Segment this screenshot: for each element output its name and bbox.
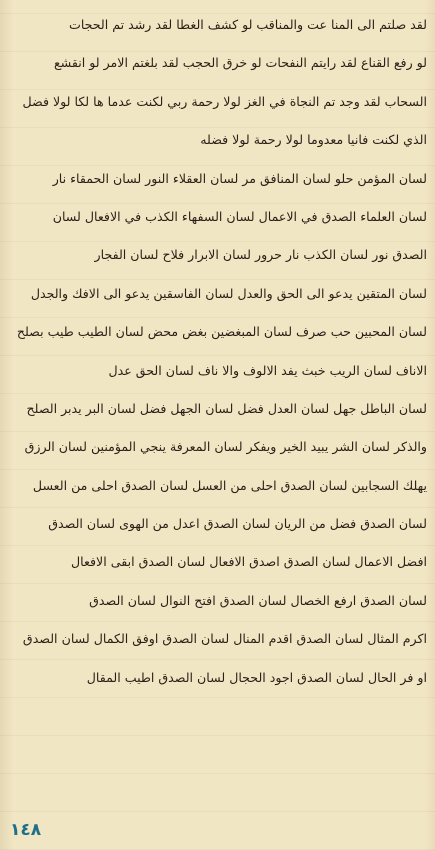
text-line: لسان الصدق فضل من الريان لسان الصدق اعدل من الهوى لسان الصدق xyxy=(48,516,427,532)
text-line: لسان المتقين يدعو الى الحق والعدل لسان الفاسقين يدعو الى الافك والجدل xyxy=(30,285,427,301)
text-line: افضل الاعمال لسان الصدق اصدق الافعال لسان الصدق ابقى الافعال xyxy=(70,554,427,570)
text-line: لسان المحبين حب صرف لسان المبغضين بغض محض لسان الطيب طيب بصلح xyxy=(16,324,427,340)
text-line: يهلك السجابين لسان الصدق احلى من العسل لسان الصدق احلى من العسل xyxy=(32,477,427,493)
manuscript-text-block xyxy=(10,0,427,830)
text-line: لسان الصدق ارفع الخصال لسان الصدق افتح النوال لسان الصدق xyxy=(89,592,427,608)
text-line: لقد صلتم الى المنا عت والمناقب لو كشف الغطا لقد رشد تم الحجات xyxy=(68,17,427,32)
text-line: لسان الباطل جهل لسان العدل فضل لسان الجهل فضل لسان البر يدبر الصلح xyxy=(26,400,427,416)
text-line: الاناف لسان الريب خبث يفد الالوف والا ناف لسان الحق عدل xyxy=(108,362,427,378)
text-line: اكرم المثال لسان الصدق اقدم المنال لسان الصدق اوفق الكمال لسان الصدق xyxy=(22,631,427,647)
text-line: الذي لكنت فانيا معدوما لولا رحمة لولا فضله xyxy=(200,132,427,148)
text-line: او فر الحال لسان الصدق اجود الحجال لسان الصدق اطيب المقال xyxy=(86,669,427,685)
text-line: لسان العلماء الصدق في الاعمال لسان السفهاء الكذب في الافعال لسان xyxy=(52,208,427,224)
text-line: السحاب لقد وجد تم النجاة في الغز لولا رحمة ربي لكنت عدما ها لكا لولا فضل xyxy=(22,93,427,109)
text-line: الصدق نور لسان الكذب نار حرور لسان الابرار فلاح لسان الفجار xyxy=(94,247,427,263)
page-number: ١٤٨ xyxy=(10,820,42,840)
text-line: والذكر لسان الشر يبيد الخير ويفكر لسان المعرفة ينجي المؤمنين لسان الرزق xyxy=(24,439,427,455)
text-line: لسان المؤمن حلو لسان المنافق مر لسان العقلاء النور لسان الحمقاء نار xyxy=(52,170,427,186)
text-line: لو رفع القناع لقد رايتم النفحات لو خرق الحجب لقد بلغتم الامر لو انقشع xyxy=(53,55,427,71)
